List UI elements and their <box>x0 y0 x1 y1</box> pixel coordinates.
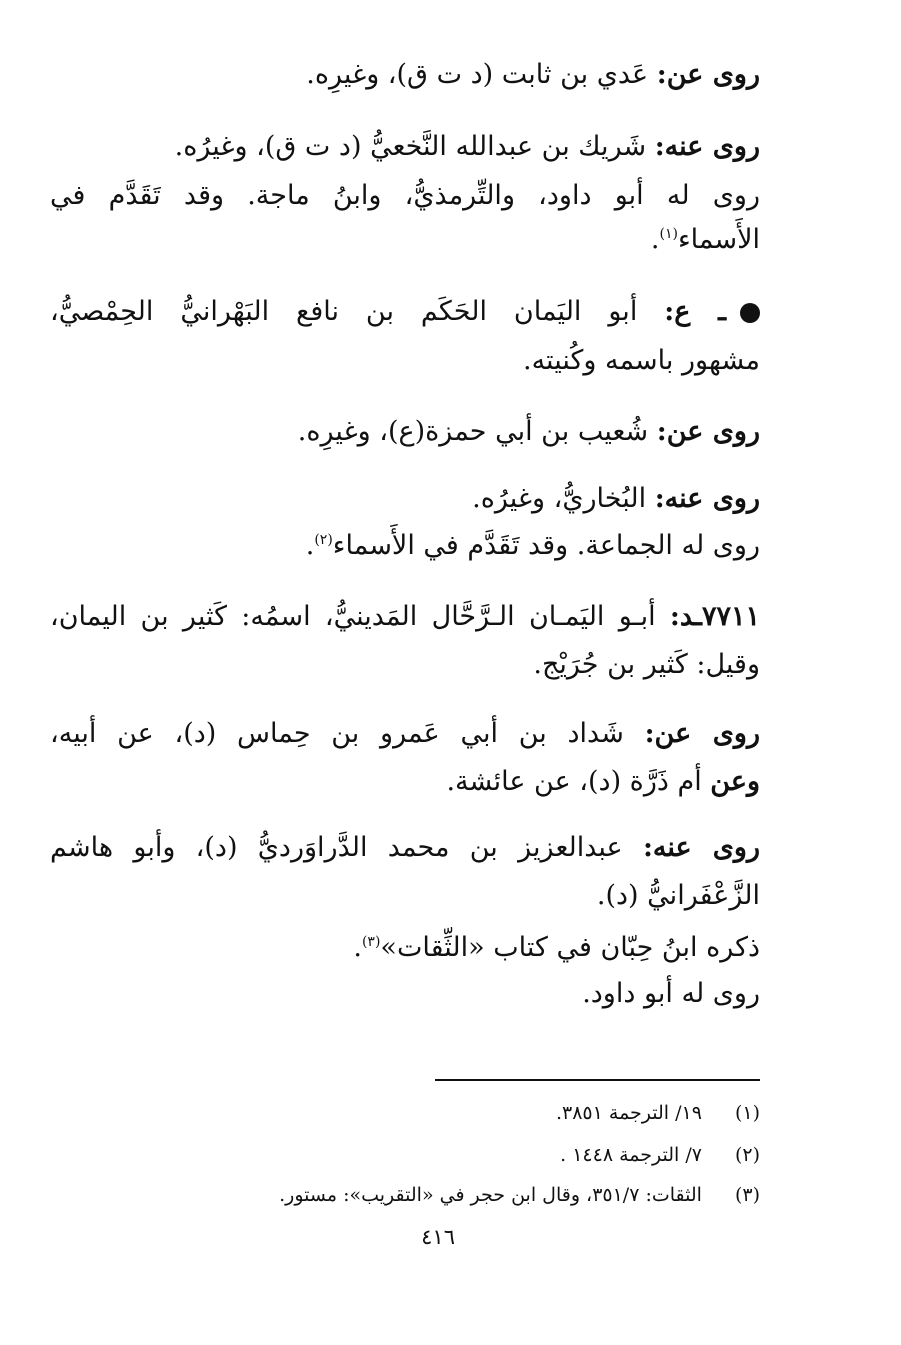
footnote-text: ٧/ الترجمة ١٤٤٨ . <box>560 1144 702 1166</box>
footnote-number: (٢) <box>734 1144 760 1166</box>
period: . <box>650 224 660 255</box>
narrated-by-continued-text: الزَّعْفَرانيُّ (د). <box>596 880 760 911</box>
narrated-by-text: البُخاريُّ، وغيرُه. <box>472 483 647 514</box>
and-from-label: وعن <box>710 766 760 797</box>
names-word: الأَسماء <box>677 224 760 255</box>
narrated-for-text: روى له أبو داود. <box>582 978 760 1009</box>
entry-heading-text: مشهور باسمه وكُنيته. <box>523 345 760 376</box>
narrated-for-line <box>50 526 760 566</box>
narrated-from-label: روى عن: <box>656 59 760 90</box>
entry-name: أبـو اليَمـان الـرَّحَّال المَدينيُّ، اسمُه: كَثير بن اليمان، <box>50 601 656 632</box>
entry-heading-text: وقيل: كَثير بن جُرَيْج. <box>533 649 760 680</box>
narrated-by-text: شَريك بن عبدالله النَّخعيُّ (د ت ق)، وغيرُه. <box>174 131 647 162</box>
page-number: ٤١٦ <box>421 1225 455 1249</box>
entry-heading-continued <box>50 645 760 685</box>
narrated-for-line <box>50 974 760 1014</box>
bullet-icon <box>740 303 760 323</box>
period: . <box>353 932 362 963</box>
footnote-1 <box>50 1099 760 1127</box>
narrated-by-line <box>50 127 760 167</box>
footnote-separator <box>435 1079 760 1081</box>
narrated-for-line <box>50 176 760 216</box>
narrated-by-label: روى عنه: <box>654 483 760 514</box>
narrated-by-label: روى عنه: <box>654 131 760 162</box>
narrated-for-text: روى له أبو داود، والتِّرمذيُّ، وابنُ ماجة. وقد تَقَدَّم في <box>50 180 760 211</box>
footnote-text: الثقات: ٣٥١/٧، وقال ابن حجر في «التقريب»: مستور. <box>279 1184 702 1206</box>
footnote-marker-1: (١) <box>659 226 678 242</box>
footnote-marker-2: (٢) <box>314 532 333 548</box>
narrated-from-text: شَداد بن أبي عَمرو بن حِماس (د)، عن أبيه، <box>50 718 624 749</box>
entry-heading-continued <box>50 341 760 381</box>
mention-text: ذكره ابنُ حِبّان في كتاب «الثِّقات» <box>380 932 760 963</box>
narrated-from-line <box>50 55 760 95</box>
footnote-marker-3: (٣) <box>361 934 381 950</box>
and-from-text: أم ذَرَّة (د)، عن عائشة. <box>446 766 702 797</box>
narrated-by-line <box>50 479 760 519</box>
entry-heading-line <box>50 597 760 637</box>
entry-code: ـد: <box>669 601 702 632</box>
footnote-3 <box>50 1181 760 1209</box>
book-page <box>50 0 760 1345</box>
entry-heading-line <box>50 292 760 332</box>
entry-name: أبو اليَمان الحَكَم بن نافع البَهْرانيُّ الحِمْصيُّ، <box>50 296 638 327</box>
narrated-for-line-continued <box>50 220 760 260</box>
narrated-by-label: روى عنه: <box>642 832 760 863</box>
footnote-2 <box>50 1141 760 1169</box>
narrated-for-text: روى له الجماعة. وقد تَقَدَّم في الأَسماء <box>332 530 760 561</box>
narrated-by-continued <box>50 876 760 916</box>
period: . <box>305 530 315 561</box>
narrated-from-line <box>50 714 760 754</box>
narrated-from-text: شُعيب بن أبي حمزة(ع)، وغيرِه. <box>297 416 649 447</box>
narrated-from-text: عَدي بن ثابت (د ت ق)، وغيرِه. <box>306 59 649 90</box>
footnote-text: ١٩/ الترجمة ٣٨٥١. <box>555 1102 702 1124</box>
entry-number: ٧٧١١ <box>701 601 760 632</box>
narrated-by-text: عبدالعزيز بن محمد الدَّراوَرديُّ (د)، وأبو هاشم <box>50 832 623 863</box>
narrated-from-line <box>50 412 760 452</box>
narrated-from-label: روى عن: <box>656 416 760 447</box>
entry-code: ـ ع: <box>664 296 726 327</box>
footnote-number: (١) <box>734 1102 760 1124</box>
mention-line <box>50 928 760 968</box>
footnote-number: (٣) <box>734 1184 760 1206</box>
narrated-from-continued <box>50 762 760 802</box>
narrated-by-line <box>50 828 760 868</box>
narrated-from-label: روى عن: <box>644 718 760 749</box>
